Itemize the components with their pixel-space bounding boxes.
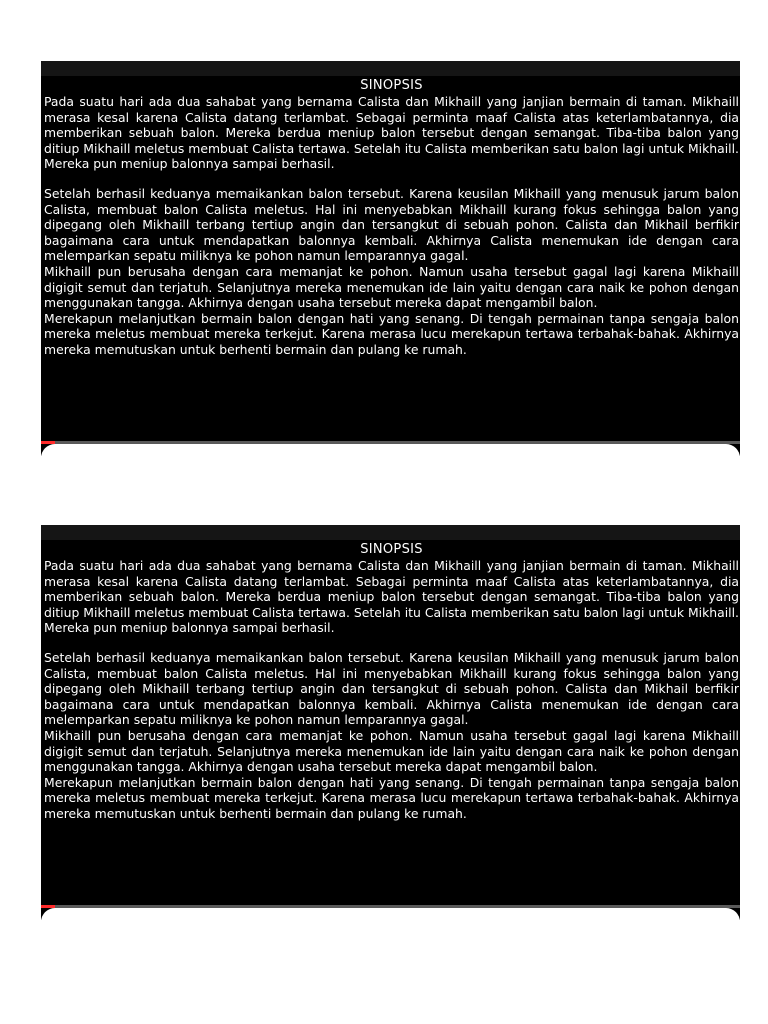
panel-bottom-edge [41,908,740,922]
synopsis-content [44,78,739,358]
panel-bottom-edge [41,444,740,458]
synopsis-paragraph-3: Mikhaill pun berusaha dengan cara memanjat ke pohon. Namun usaha tersebut gagal lagi karena Mikhaill digigit semut dan terjatuh. Selanjutnya mereka menemukan ide lain yaitu dengan cara naik ke pohon dengan menggunakan tangga. Akhirnya dengan usaha tersebut mereka dapat mengambil balon. [44,263,739,311]
video-top-strip [41,525,740,540]
synopsis-slide-1 [41,61,740,456]
synopsis-paragraph-1: Pada suatu hari ada dua sahabat yang bernama Calista dan Mikhaill yang janjian bermain di taman. Mikhaill merasa kesal karena Calista datang terlambat. Sebagai perminta maaf Calista atas keterlambatannya, dia memberikan sebuah balon. Mereka berdua meniup balon tersebut dengan semangat. Tiba-tiba balon yang ditiup Mikhaill meletus membuat Calista tertawa. Setelah itu Calista memberikan satu balon lagi untuk Mikhaill. Mereka pun meniup balonnya sampai berhasil. [44,558,739,636]
synopsis-title: SINOPSIS [360,542,423,557]
synopsis-paragraph-1: Pada suatu hari ada dua sahabat yang bernama Calista dan Mikhaill yang janjian bermain di taman. Mikhaill merasa kesal karena Calista datang terlambat. Sebagai perminta maaf Calista atas keterlambatannya, dia memberikan sebuah balon. Mereka berdua meniup balon tersebut dengan semangat. Tiba-tiba balon yang ditiup Mikhaill meletus membuat Calista tertawa. Setelah itu Calista memberikan satu balon lagi untuk Mikhaill. Mereka pun meniup balonnya sampai berhasil. [44,94,739,172]
synopsis-slide-2 [41,525,740,920]
synopsis-content [44,542,739,822]
video-top-strip [41,61,740,76]
synopsis-paragraph-4: Merekapun melanjutkan bermain balon dengan hati yang senang. Di tengah permainan tanpa sengaja balon mereka meletus membuat mereka terkejut. Karena merasa lucu merekapun tertawa terbahak-bahak. Akhirnya mereka memutuskan untuk berhenti bermain dan pulang ke rumah. [44,774,739,821]
synopsis-paragraph-3: Mikhaill pun berusaha dengan cara memanjat ke pohon. Namun usaha tersebut gagal lagi karena Mikhaill digigit semut dan terjatuh. Selanjutnya mereka menemukan ide lain yaitu dengan cara naik ke pohon dengan menggunakan tangga. Akhirnya dengan usaha tersebut mereka dapat mengambil balon. [44,727,739,775]
synopsis-paragraph-2: Setelah berhasil keduanya memaikankan balon tersebut. Karena keusilan Mikhaill yang menusuk jarum balon Calista, membuat balon Calista meletus. Hal ini menyebabkan Mikhaill kurang fokus sehingga balon yang dipegang oleh Mikhaill terbang tertiup angin dan tersangkut di sebuah pohon. Calista dan Mikhail berfikir bagaimana cara untuk mendapatkan balonnya kembali. Akhirnya Calista menemukan ide dengan cara melemparkan sepatu miliknya ke pohon namun lemparannya gagal. [44,649,739,728]
synopsis-paragraph-2: Setelah berhasil keduanya memaikankan balon tersebut. Karena keusilan Mikhaill yang menusuk jarum balon Calista, membuat balon Calista meletus. Hal ini menyebabkan Mikhaill kurang fokus sehingga balon yang dipegang oleh Mikhaill terbang tertiup angin dan tersangkut di sebuah pohon. Calista dan Mikhail berfikir bagaimana cara untuk mendapatkan balonnya kembali. Akhirnya Calista menemukan ide dengan cara melemparkan sepatu miliknya ke pohon namun lemparannya gagal. [44,185,739,264]
synopsis-paragraph-4: Merekapun melanjutkan bermain balon dengan hati yang senang. Di tengah permainan tanpa sengaja balon mereka meletus membuat mereka terkejut. Karena merasa lucu merekapun tertawa terbahak-bahak. Akhirnya mereka memutuskan untuk berhenti bermain dan pulang ke rumah. [44,310,739,357]
synopsis-title: SINOPSIS [360,78,423,93]
